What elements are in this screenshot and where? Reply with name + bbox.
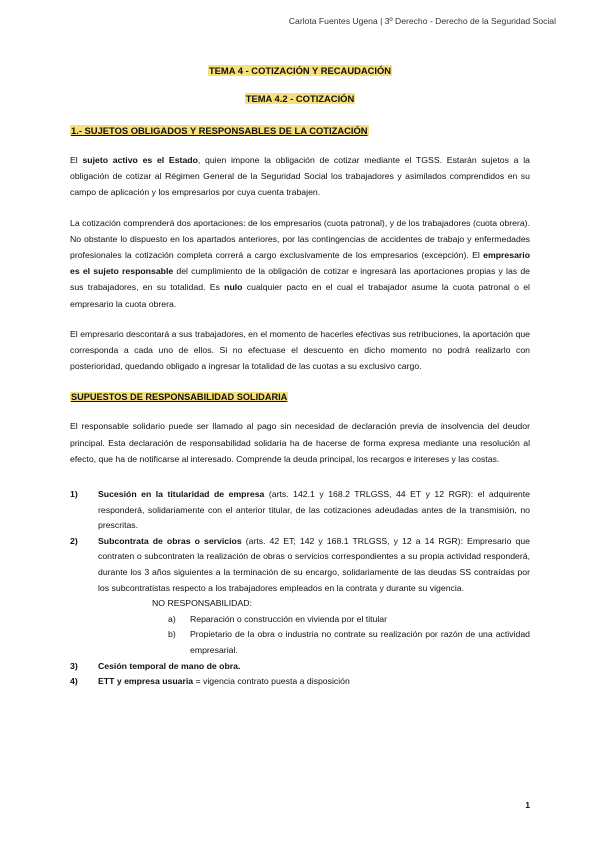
sub-list-item-letter: a) <box>168 613 176 624</box>
list-item <box>70 659 530 675</box>
document-subtitle-text: TEMA 4.2 - COTIZACIÓN <box>245 93 355 104</box>
document-title-text: TEMA 4 - COTIZACIÓN Y RECAUDACIÓN <box>208 65 392 76</box>
section-heading-sujetos <box>70 125 530 136</box>
page-header: Carlota Fuentes Ugena | 3º Derecho - Derecho de la Seguridad Social <box>288 16 556 26</box>
list-item-text: = vigencia contrato puesta a disposición <box>193 676 350 687</box>
sub-list-item-letter: b) <box>168 629 176 640</box>
list-item-title: Subcontrata de obras o servicios <box>98 535 242 546</box>
sub-list-item-text: Propietario de la obra o industria no contrate su realización por razón de una actividad empresarial. <box>190 629 530 655</box>
list-item-title: Cesión temporal de mano de obra. <box>98 660 241 671</box>
sub-list-item <box>168 612 530 628</box>
section-heading-text: 1.- SUJETOS OBLIGADOS Y RESPONSABLES DE LA COTIZACIÓN <box>71 125 368 136</box>
list-item-number: 2) <box>70 535 78 546</box>
bold-text: sujeto activo es el Estado <box>82 155 198 165</box>
paragraph-responsable-solidario: El responsable solidario puede ser llamado al pago sin necesidad de declaración previa de insolvencia del deudor principal. Esta declaración de responsabilidad solidaria ha de hacerse de forma expresa mediante una resolución al efecto, que ha de notificarse al interesado. Comprende la deuda principal, los recargos e intereses y las costas. <box>70 421 530 464</box>
sub-list-item <box>168 627 530 658</box>
text-span: , quien impone la obligación de cotizar mediante el TGSS. Estarán sujetos a la obligación de cotizar al Régimen General de la Seguridad Social los trabajadores y asimilados comprendidos en su campo de aplicación y los empresarios por cuya cuenta trabajen. <box>70 155 530 198</box>
bold-text: nulo <box>224 282 243 293</box>
supuestos-list <box>70 487 530 690</box>
list-item <box>70 534 530 659</box>
list-item-title: ETT y empresa usuaria <box>98 676 194 687</box>
list-item-text: (arts. 142.1 y 168.2 TRLGSS, 44 ET y 12 RGR): el adquirente responderá, solidariamente con el anterior titular, de las cotizaciones adeudadas antes de la transmisión, no prescritas. <box>98 489 530 531</box>
document-body <box>70 65 530 690</box>
no-responsabilidad-list <box>168 612 530 659</box>
text-span: cualquier pacto en el cual el trabajador asume la cuota patronal o el empresario la cuota obrera. <box>70 282 530 309</box>
list-item-title: Sucesión en la titularidad de empresa <box>98 489 265 500</box>
bold-text: empresario es el sujeto responsable <box>70 250 530 277</box>
paragraph-aportaciones <box>70 215 530 312</box>
list-item <box>70 674 530 690</box>
list-item-number: 3) <box>70 660 78 671</box>
list-item-number: 1) <box>70 489 78 500</box>
paragraph-descuento: El empresario descontará a sus trabajadores, en el momento de hacerles efectivas sus retribuciones, la aportación que corresponda a cada uno de ellos. Si no efectuase el descuento en dicho momento no podrá realizarlo con posterioridad, quedando obligado a ingresar la totalidad de las cuotas a su exclusivo cargo. <box>70 328 530 372</box>
list-item-text: (arts. 42 ET; 142 y 168.1 TRLGSS, y 12 a 14 RGR): Empresario que contraten o subcontraten la realización de obras o servicios correspondientes a su propia actividad responderá, durante los 3 años siguientes a la terminación de su encargo, solidariamente de las deudas SS contraídas por los subcontratistas respecto a los trabajadores empleados en la contrata y durante su vigencia. <box>98 535 530 593</box>
document-subtitle <box>70 93 530 104</box>
document-title <box>70 65 530 76</box>
page-number: 1 <box>525 800 530 810</box>
paragraph-sujeto-activo <box>70 152 530 201</box>
section-heading-responsabilidad-solidaria <box>70 392 530 402</box>
text-span: El <box>70 155 83 165</box>
no-responsabilidad-label: NO RESPONSABILIDAD: <box>152 598 252 609</box>
list-item <box>70 487 530 534</box>
list-item-number: 4) <box>70 676 78 687</box>
section-heading-text: SUPUESTOS DE RESPONSABILIDAD SOLIDARIA <box>71 392 288 403</box>
sub-list-item-text: Reparación o construcción en vivienda por el titular <box>190 613 388 624</box>
text-span: del cumplimiento de la obligación de cotizar e ingresará las aportaciones propias y las de sus trabajadores, en su totalidad. Es <box>70 266 530 293</box>
text-span: La cotización comprenderá dos aportaciones: de los empresarios (cuota patronal), y de los trabajadores (cuota obrera). No obstante lo dispuesto en los apartados anteriores, por las contingencias de accidentes de trabajo y enfermedades profesionales la cotización completa correrá a cargo exclusivamente de los empresarios (excepción). El <box>70 217 530 261</box>
